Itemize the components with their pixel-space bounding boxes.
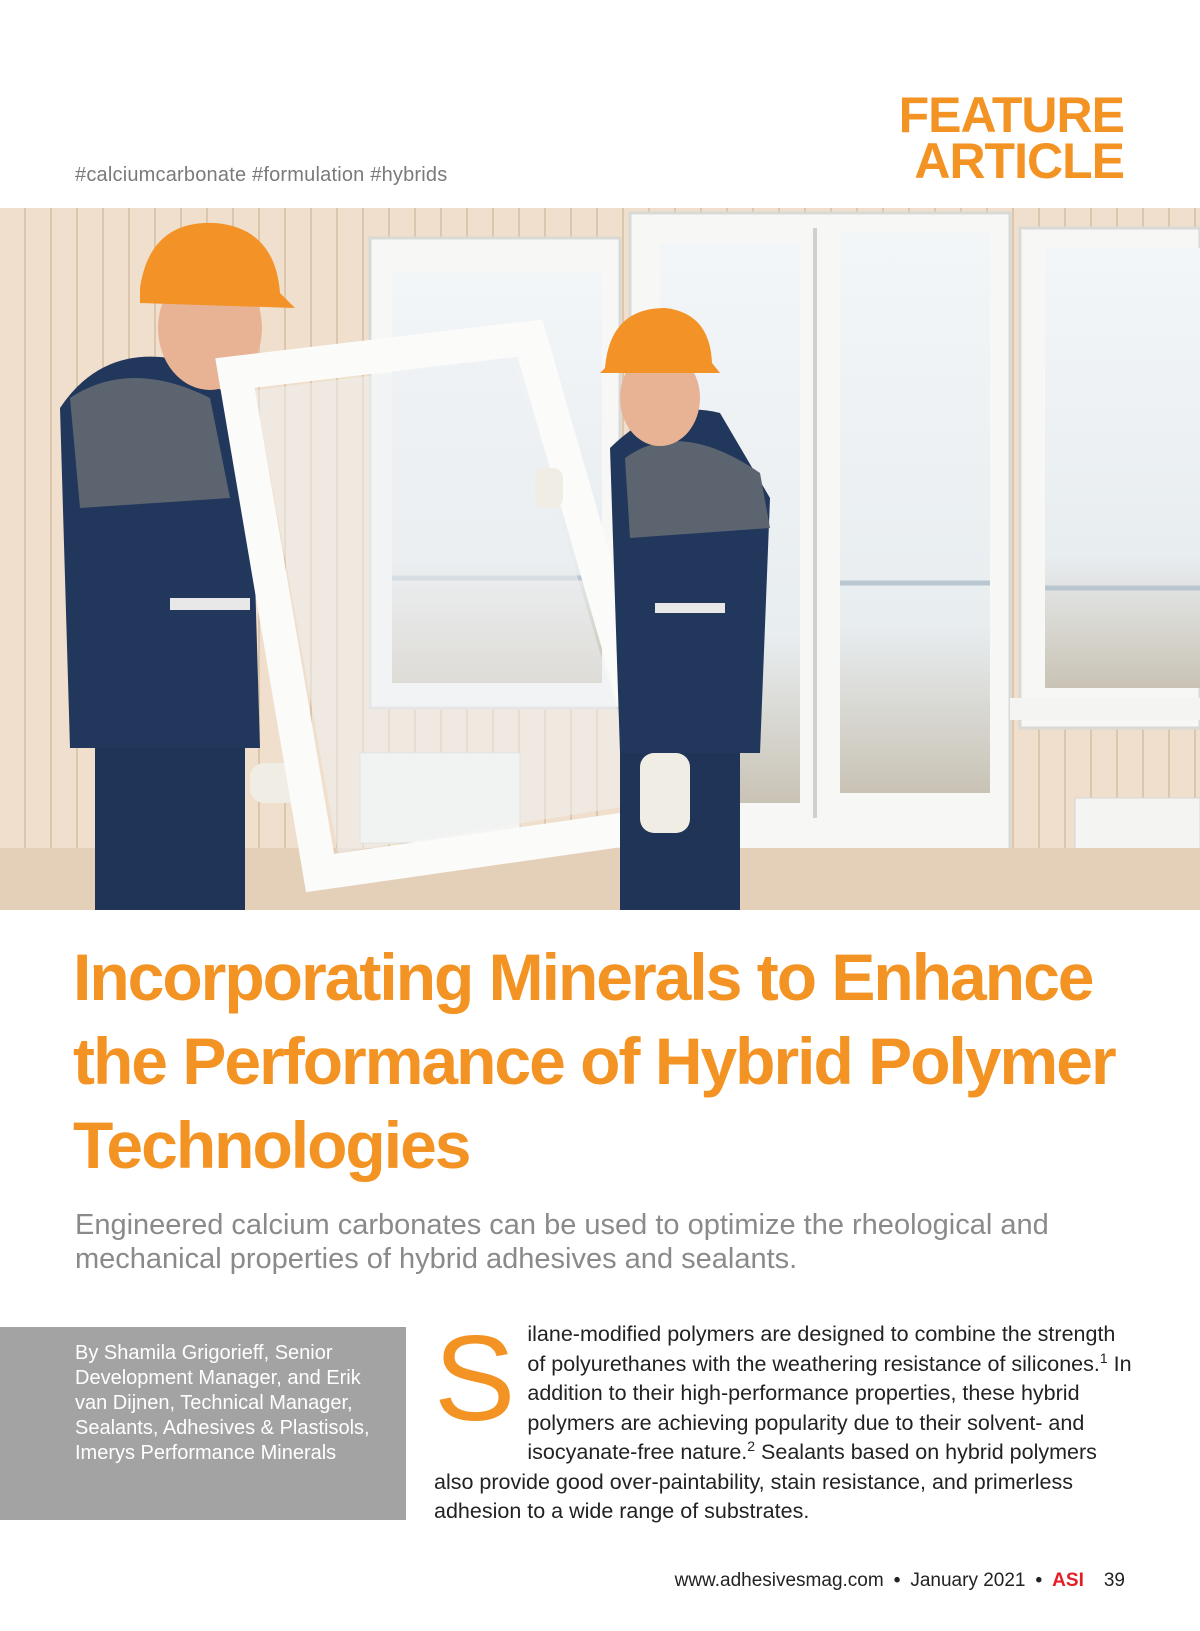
hashtags: #calciumcarbonate #formulation #hybrids xyxy=(75,164,448,186)
reference-1: 1 xyxy=(1099,1349,1108,1366)
footer-separator: • xyxy=(1035,1570,1043,1591)
workers-installing-window-photo-icon xyxy=(0,208,1200,910)
magazine-name: ASI xyxy=(1052,1570,1084,1591)
hero-photo xyxy=(0,208,1200,910)
article-body xyxy=(434,1310,1134,1527)
article-title: Incorporating Minerals to Enhance the Performance of Hybrid Polymer Technologies xyxy=(73,940,1115,1182)
page-number: 39 xyxy=(1103,1570,1125,1591)
reference-2: 2 xyxy=(747,1437,756,1454)
drop-cap: S xyxy=(434,1310,516,1446)
article-dek: Engineered calcium carbonates can be used to optimize the rheological and mechanical properties of hybrid adhesives and sealants. xyxy=(75,1209,1049,1275)
footer-date: January 2021 xyxy=(910,1570,1026,1591)
byline: By Shamila Grigorieff, Senior Development Manager, and Erik van Dijnen, Technical Manager, Sealants, Adhesives & Plastisols, Imerys Performance Minerals xyxy=(75,1342,370,1464)
page-footer xyxy=(675,1570,1125,1592)
byline-box xyxy=(0,1327,406,1520)
section-label-line1: FEATURE xyxy=(898,87,1124,143)
body-text-part1: ilane-modified polymers are designed to combine the strength of polyurethanes with the weathering resistance of silicones. xyxy=(527,1322,1116,1376)
body-text-part2: In addition to their high-performance properties, these hybrid polymers are achieving popularity due to their solvent- and isocyanate-free nature. xyxy=(527,1351,1132,1464)
section-label-line2: ARTICLE xyxy=(914,133,1124,189)
body-text-part3: Sealants based on hybrid polymers also provide good over-paintability, stain resistance, and primerless adhesion to a wide range of substrates. xyxy=(434,1440,1097,1523)
footer-url: www.adhesivesmag.com xyxy=(674,1570,884,1591)
footer-separator: • xyxy=(893,1570,901,1591)
section-label xyxy=(884,87,1124,189)
